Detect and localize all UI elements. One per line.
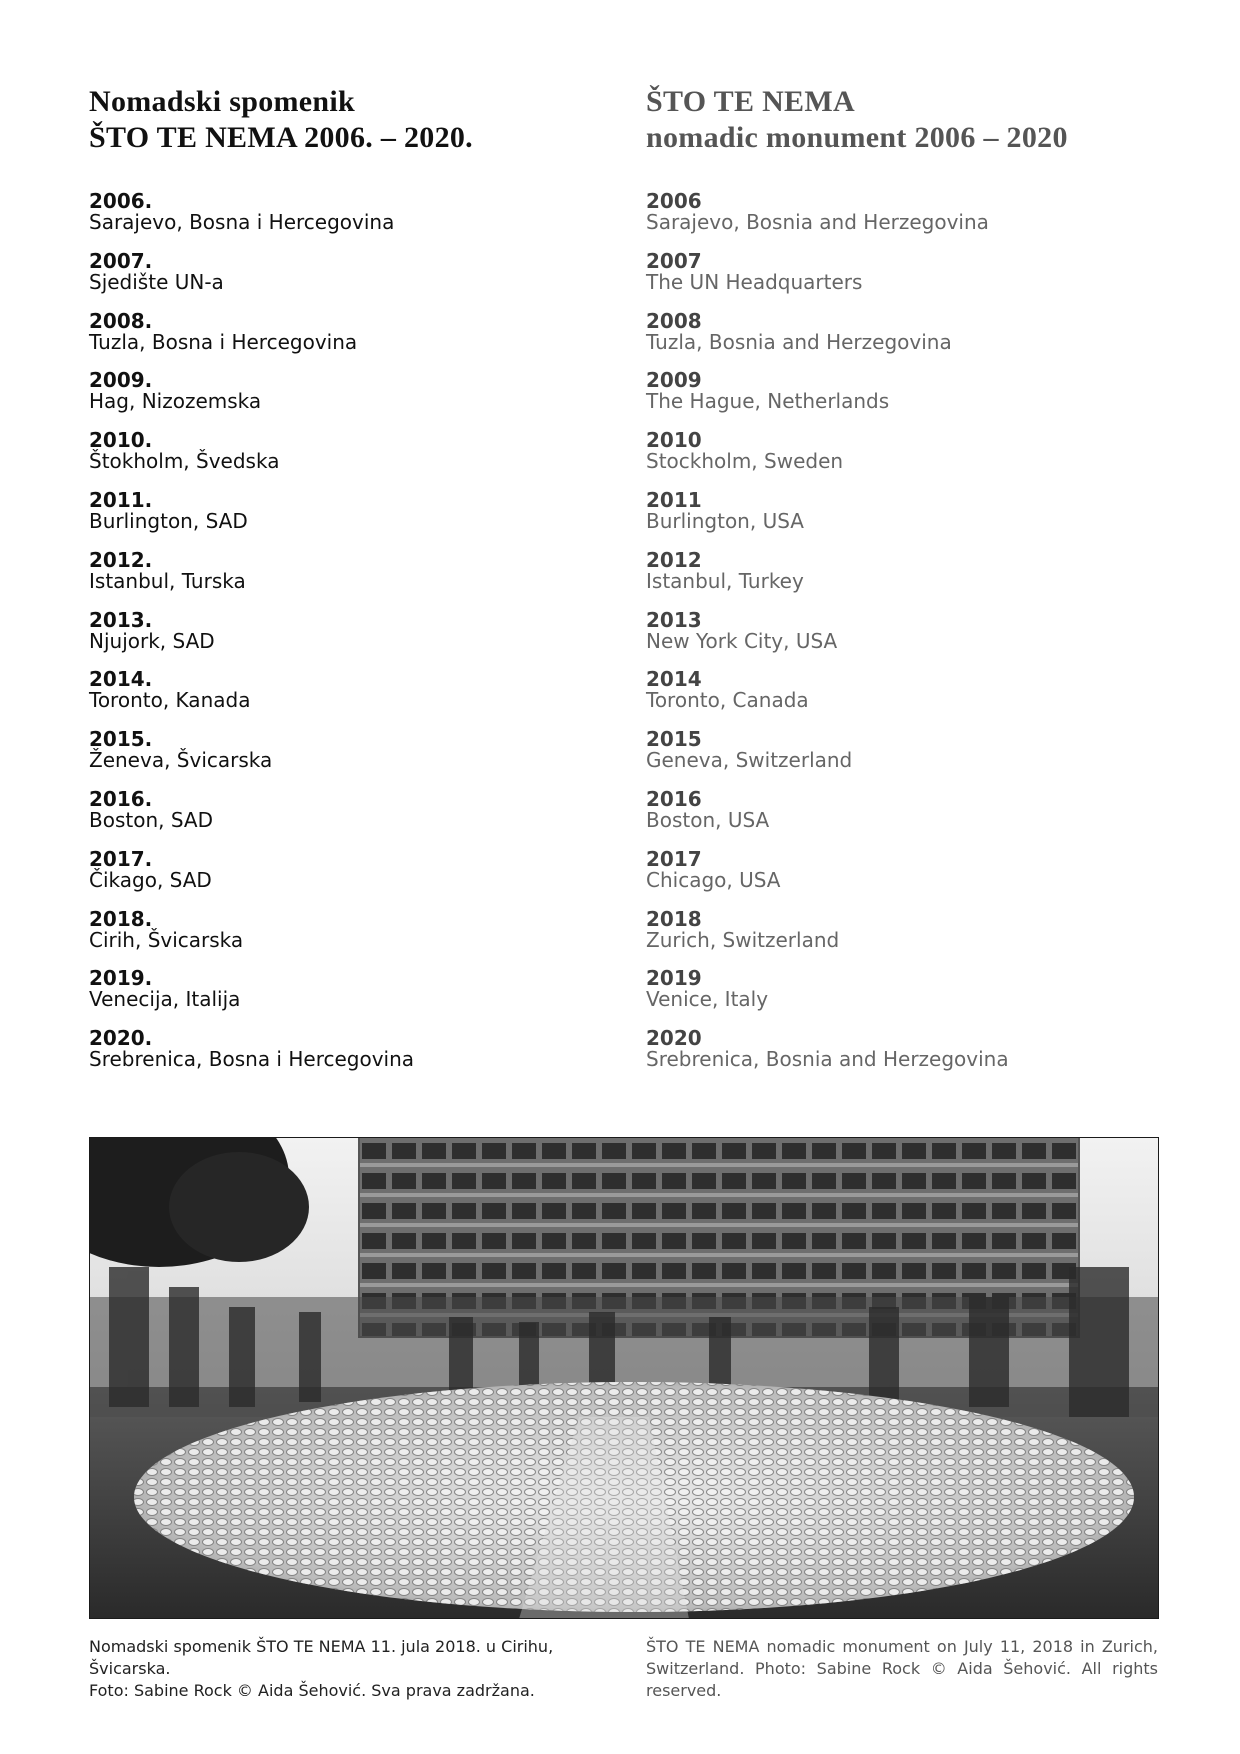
list-item <box>89 191 609 251</box>
entry-place: Istanbul, Turkey <box>646 568 804 593</box>
entry-place: Toronto, Kanada <box>89 688 251 713</box>
entry-place: Burlington, SAD <box>89 508 248 533</box>
list-item <box>89 968 609 1028</box>
english-location-list <box>646 191 1206 1088</box>
list-item <box>646 846 1206 909</box>
list-item <box>89 430 609 490</box>
list-item <box>89 370 609 430</box>
list-item <box>646 248 1206 311</box>
entry-year: 2016. <box>89 786 153 811</box>
list-item <box>89 607 609 670</box>
entry-place: Venice, Italy <box>646 987 769 1012</box>
entry-place: The Hague, Netherlands <box>646 389 890 414</box>
list-item <box>646 547 1206 610</box>
entry-place: Hag, Nizozemska <box>89 389 262 414</box>
list-item <box>646 370 1206 430</box>
entry-year: 2007. <box>89 248 153 273</box>
entry-place: Srebrenica, Bosna i Hercegovina <box>89 1047 415 1072</box>
entry-place: Cirih, Švicarska <box>89 927 244 952</box>
entry-year: 2017. <box>89 846 153 871</box>
entry-place: Geneva, Switzerland <box>646 748 853 773</box>
entry-place: Sarajevo, Bosna i Hercegovina <box>89 210 395 234</box>
monument-photo <box>89 1137 1159 1619</box>
list-item <box>89 487 609 550</box>
bosnian-column <box>89 84 609 1088</box>
entry-year: 2007 <box>646 248 702 273</box>
list-item <box>646 1028 1206 1088</box>
list-item <box>646 729 1206 789</box>
entry-year: 2012. <box>89 547 153 572</box>
entry-year: 2020 <box>646 1026 702 1051</box>
bosnian-caption <box>89 1636 629 1702</box>
list-item <box>646 968 1206 1028</box>
entry-place: Boston, SAD <box>89 807 213 832</box>
entry-place: Toronto, Canada <box>646 688 809 713</box>
entry-place: Tuzla, Bosnia and Herzegovina <box>646 329 952 354</box>
list-item <box>89 1028 609 1088</box>
entry-place: Srebrenica, Bosnia and Herzegovina <box>646 1047 1009 1072</box>
entry-place: The UN Headquarters <box>646 269 863 294</box>
entry-place: Venecija, Italija <box>89 987 241 1012</box>
entry-year: 2020. <box>89 1026 153 1051</box>
entry-year: 2012 <box>646 547 702 572</box>
english-title <box>646 84 1206 156</box>
entry-place: Burlington, USA <box>646 508 804 533</box>
entry-year: 2011 <box>646 487 702 512</box>
entry-year: 2015 <box>646 727 702 752</box>
entry-place: Sarajevo, Bosnia and Herzegovina <box>646 210 989 234</box>
english-column <box>646 84 1206 1088</box>
entry-place: Chicago, USA <box>646 867 781 892</box>
entry-year: 2008 <box>646 308 702 333</box>
list-item <box>646 487 1206 550</box>
entry-year: 2009 <box>646 368 702 393</box>
entry-year: 2018 <box>646 906 702 931</box>
bosnian-caption-line1: Nomadski spomenik ŠTO TE NEMA 11. jula 2018. u Cirihu, Švicarska. <box>89 1637 554 1678</box>
entry-year: 2017 <box>646 846 702 871</box>
list-item <box>89 248 609 311</box>
entry-year: 2014 <box>646 667 702 692</box>
entry-place: Tuzla, Bosna i Hercegovina <box>89 329 358 354</box>
list-item <box>646 191 1206 251</box>
entry-year: 2006. <box>89 189 153 213</box>
entry-year: 2010. <box>89 428 153 453</box>
entry-year: 2013. <box>89 607 153 632</box>
list-item <box>89 729 609 789</box>
entry-place: Njujork, SAD <box>89 628 215 653</box>
english-caption <box>646 1636 1158 1702</box>
entry-year: 2011. <box>89 487 153 512</box>
list-item <box>89 906 609 969</box>
entry-place: Stockholm, Sweden <box>646 449 844 474</box>
entry-year: 2008. <box>89 308 153 333</box>
bosnian-location-list <box>89 191 609 1088</box>
entry-year: 2019. <box>89 966 153 991</box>
bosnian-title <box>89 84 609 156</box>
english-title-line2: nomadic monument 2006 – 2020 <box>646 121 1068 154</box>
list-item <box>646 308 1206 371</box>
english-title-line1: ŠTO TE NEMA <box>646 85 855 118</box>
entry-year: 2016 <box>646 786 702 811</box>
list-item <box>89 308 609 371</box>
entry-year: 2014. <box>89 667 153 692</box>
list-item <box>646 786 1206 849</box>
list-item <box>646 906 1206 969</box>
entry-place: Istanbul, Turska <box>89 568 246 593</box>
list-item <box>646 430 1206 490</box>
bosnian-caption-line2: Foto: Sabine Rock © Aida Šehović. Sva prava zadržana. <box>89 1681 535 1700</box>
entry-place: Čikago, SAD <box>89 867 212 892</box>
entry-year: 2009. <box>89 368 153 393</box>
entry-year: 2013 <box>646 607 702 632</box>
entry-place: Štokholm, Švedska <box>89 449 280 474</box>
entry-year: 2018. <box>89 906 153 931</box>
english-caption-text: ŠTO TE NEMA nomadic monument on July 11, 2018 in Zurich, Switzerland. Photo: Sabine Rock © Aida Šehović. All rights reserved. <box>646 1637 1158 1700</box>
entry-year: 2010 <box>646 428 702 453</box>
entry-year: 2015. <box>89 727 153 752</box>
entry-place: Zurich, Switzerland <box>646 927 840 952</box>
list-item <box>646 669 1206 729</box>
entry-place: Ženeva, Švicarska <box>89 748 273 773</box>
entry-place: Sjedište UN-a <box>89 269 224 294</box>
list-item <box>646 607 1206 670</box>
bosnian-title-line2: ŠTO TE NEMA 2006. – 2020. <box>89 121 473 154</box>
list-item <box>89 786 609 849</box>
entry-place: New York City, USA <box>646 628 838 653</box>
entry-place: Boston, USA <box>646 807 770 832</box>
entry-year: 2006 <box>646 189 702 213</box>
bosnian-title-line1: Nomadski spomenik <box>89 85 356 118</box>
list-item <box>89 846 609 909</box>
list-item <box>89 669 609 729</box>
entry-year: 2019 <box>646 966 702 991</box>
list-item <box>89 547 609 610</box>
